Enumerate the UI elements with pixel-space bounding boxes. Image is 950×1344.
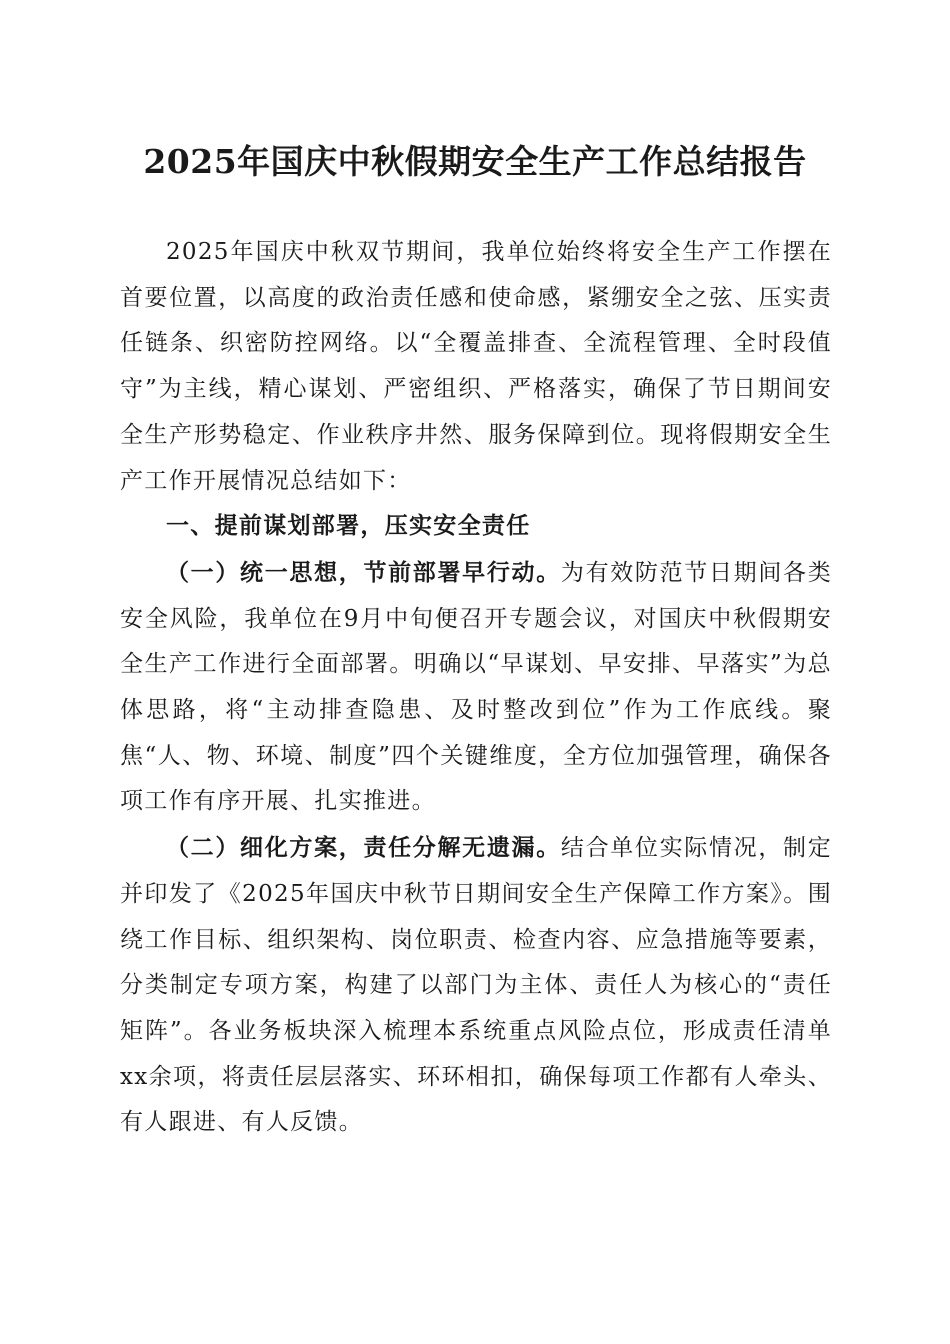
paragraph-text-1: 为有效防范节日期间各类安全风险，我单位在9月中旬便召开专题会议，对国庆中秋假期安全生产工作进行全面部署。明确以“早谋划、早安排、早落实”为总体思路，将“主动排查隐患、及时整改到位”作为工作底线。聚焦“人、物、环境、制度”四个关键维度，全方位加强管理，确保各项工作有序开展、扎实推进。 [120, 559, 832, 815]
intro-paragraph: 2025年国庆中秋双节期间，我单位始终将安全生产工作摆在首要位置，以高度的政治责任感和使命感，紧绷安全之弦、压实责任链条、织密防控网络。以“全覆盖排查、全流程管理、全时段值守”为主线，精心谋划、严密组织、严格落实，确保了节日期间安全生产形势稳定、作业秩序井然、服务保障到位。现将假期安全生产工作开展情况总结如下： [120, 239, 832, 494]
subheading-1: （一）统一思想，节前部署早行动。 [166, 558, 561, 586]
document-title: 2025年国庆中秋假期安全生产工作总结报告 [143, 142, 807, 181]
paragraph-item-2 [120, 825, 832, 1146]
paragraph-text-2: 结合单位实际情况，制定并印发了《2025年国庆中秋节日期间安全生产保障工作方案》。围绕工作目标、组织架构、岗位职责、检查内容、应急措施等要素，分类制定专项方案，构建了以部门为主体、责任人为核心的“责任矩阵”。各业务板块深入梳理本系统重点风险点位，形成责任清单xx余项，将责任层层落实、环环相扣，确保每项工作都有人牵头、有人跟进、有人反馈。 [120, 835, 832, 1136]
paragraph-item-1 [120, 550, 832, 825]
section-heading-1: 一、提前谋划部署，压实安全责任 [166, 513, 531, 540]
document-body [120, 230, 832, 1146]
subheading-2: （二）细化方案，责任分解无遗漏。 [166, 834, 561, 862]
